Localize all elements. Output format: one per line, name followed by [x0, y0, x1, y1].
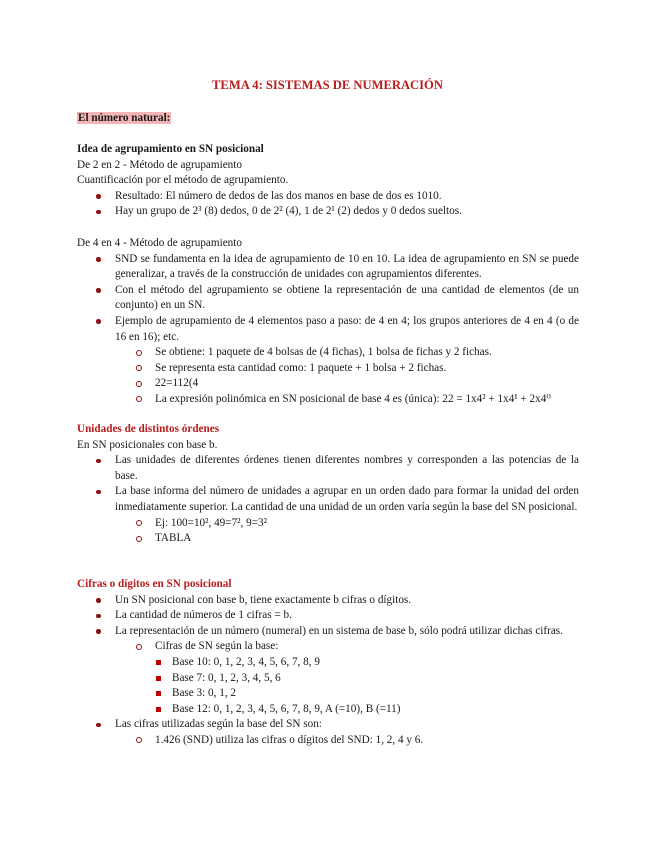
- section-grouping-4: [77, 236, 579, 408]
- subheading: Idea de agrupamiento en SN posicional: [77, 143, 264, 155]
- list-item: Se representa esta cantidad como: 1 paquete + 1 bolsa + 2 fichas.: [115, 361, 579, 377]
- list-item: Base 3: 0, 1, 2: [156, 686, 579, 702]
- list-item: 1.426 (SND) utiliza las cifras o dígitos del SND: 1, 2, 4 y 6.: [115, 733, 579, 749]
- list-item: Hay un grupo de 2³ (8) dedos, 0 de 2² (4), 1 de 2¹ (2) dedos y 0 dedos sueltos.: [77, 204, 579, 220]
- section-natural: [77, 142, 579, 220]
- list-item: Las cifras utilizadas según la base del SN son:: [77, 717, 579, 733]
- list-item: Se obtiene: 1 paquete de 4 bolsas de (4 fichas), 1 bolsa de fichas y 2 fichas.: [115, 345, 579, 361]
- list-item: Cifras de SN según la base:: [115, 639, 579, 655]
- section-natural-heading: [77, 111, 579, 127]
- bullet-list: [77, 453, 579, 515]
- list-item: Ejemplo de agrupamiento de 4 elementos paso a paso: de 4 en 4; los grupos anteriores de 4 en 4 (o de 16 en 16); etc.: [77, 314, 579, 345]
- list-item: Las unidades de diferentes órdenes tienen diferentes nombres y corresponden a las potencias de la base.: [77, 453, 579, 484]
- list-item: TABLA: [115, 531, 579, 547]
- list-item: Base 10: 0, 1, 2, 3, 4, 5, 6, 7, 8, 9: [156, 655, 579, 671]
- section-units: [77, 422, 579, 547]
- list-item: SND se fundamenta en la idea de agrupamiento de 10 en 10. La idea de agrupamiento en SN se puede generalizar, a través de la construcción de unidades con agrupamientos diferentes.: [77, 252, 579, 283]
- bullet-list: [77, 189, 579, 220]
- list-item: Base 12: 0, 1, 2, 3, 4, 5, 6, 7, 8, 9, A (=10), B (=11): [156, 702, 579, 718]
- sub-bullet-list: [77, 639, 579, 655]
- section-digits: [77, 577, 579, 749]
- list-item: La representación de un número (numeral) en un sistema de base b, sólo podrá utilizar dichas cifras.: [77, 624, 579, 640]
- list-item: Un SN posicional con base b, tiene exactamente b cifras o dígitos.: [77, 593, 579, 609]
- sub-bullet-list: [77, 733, 579, 749]
- text-line: De 2 en 2 - Método de agrupamiento: [77, 158, 242, 171]
- sub-bullet-list: [77, 516, 579, 547]
- document-title: TEMA 4: SISTEMAS DE NUMERACIÓN: [212, 78, 443, 92]
- text-line: En SN posicionales con base b.: [77, 438, 218, 451]
- text-line: Cuantificación por el método de agrupamiento.: [77, 174, 289, 187]
- bullet-list: [77, 593, 579, 640]
- list-item: La cantidad de números de 1 cifras = b.: [77, 608, 579, 624]
- list-item: Resultado: El número de dedos de las dos manos en base de dos es 1010.: [77, 189, 579, 205]
- list-item: Con el método del agrupamiento se obtiene la representación de una cantidad de elementos (de un conjunto) en un SN.: [77, 283, 579, 314]
- list-item: Base 7: 0, 1, 2, 3, 4, 5, 6: [156, 671, 579, 687]
- highlighted-heading: El número natural:: [78, 112, 171, 124]
- section-heading: Cifras o dígitos en SN posicional: [77, 578, 232, 590]
- list-item: La base informa del número de unidades a agrupar en un orden dado para formar la unidad del orden inmediatamente superior. La cantidad de una unidad de un orden varía según la base del SN posicional.: [77, 484, 579, 515]
- list-item: La expresión polinómica en SN posicional de base 4 es (única): 22 = 1x4² + 1x4¹ + 2x4⁰: [115, 392, 579, 408]
- sub-bullet-list: [77, 345, 579, 407]
- bullet-list: [77, 717, 579, 733]
- list-item: 22=112(4: [115, 376, 579, 392]
- square-bullet-list: [77, 655, 579, 717]
- text-line: De 4 en 4 - Método de agrupamiento: [77, 237, 242, 249]
- section-heading: Unidades de distintos órdenes: [77, 423, 220, 435]
- bullet-list: [77, 252, 579, 346]
- list-item: Ej: 100=10², 49=7², 9=3²: [115, 516, 579, 532]
